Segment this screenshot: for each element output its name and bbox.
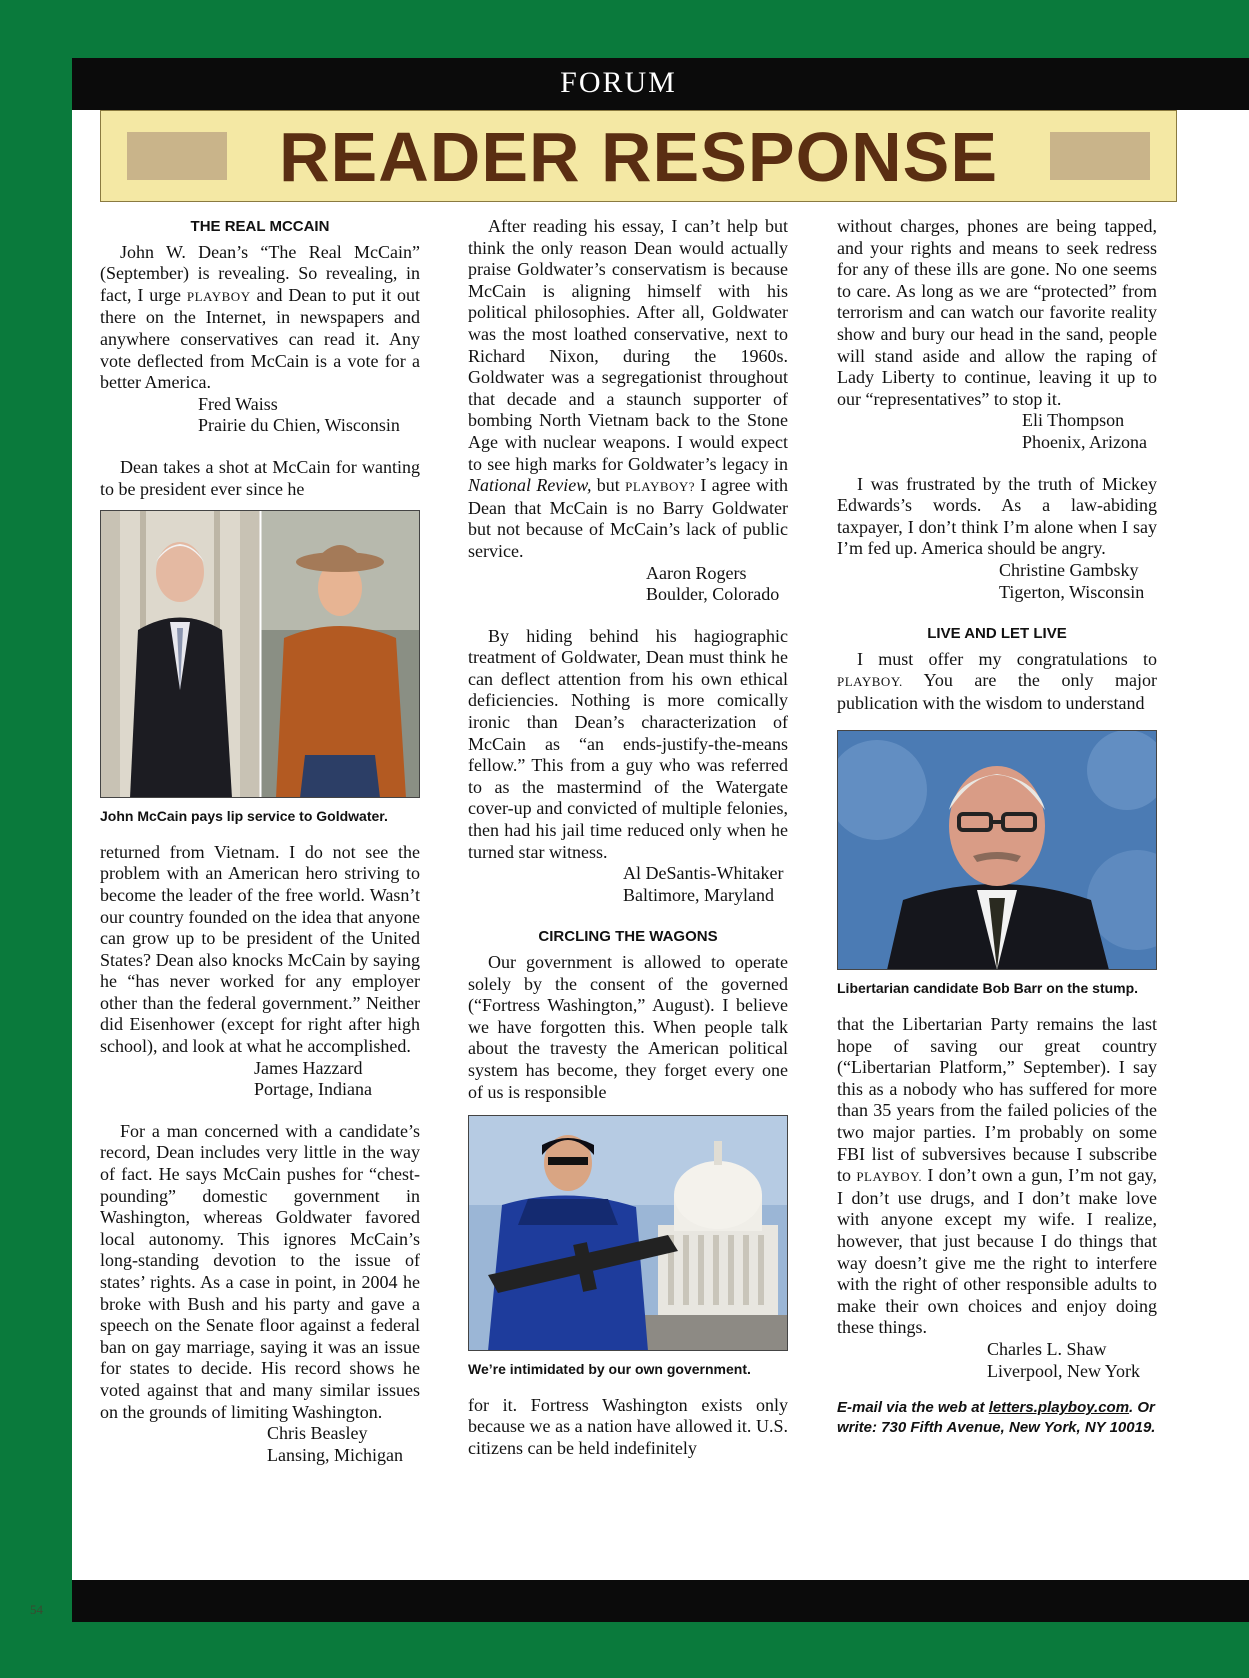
photo-caption: We’re intimidated by our own government. xyxy=(468,1361,751,1378)
signature xyxy=(100,394,420,437)
signature-name: Fred Waiss xyxy=(198,393,278,414)
letter-body: For a man concerned with a candidate’s record, Dean includes very little in the way of fact. He says McCain pushes for “chest-pounding” domestic government in Washington, whereas Goldwater favored local autonomy. This ignores McCain’s long-standing devotion to the issue of states’ rights. As a case in point, in 2004 he broke with Bush and his party and gave a speech on the Senate floor against a federal ban on gay marriage, saying it was an issue for states to decide. His record shows he voted against that and many similar issues on the grounds of limiting Washington. xyxy=(100,1120,420,1422)
letter-body: I was frustrated by the truth of Mickey Edwards’s words. As a law-abiding taxpayer, I don’t think I’m alone when I say I’m fed up. America should be angry. xyxy=(837,473,1157,559)
signature xyxy=(100,1058,420,1101)
column-3 xyxy=(837,216,1157,1438)
column-2 xyxy=(468,216,788,1460)
signature-place: Boulder, Colorado xyxy=(646,584,780,605)
letter-body: After reading his essay, I can’t help but think the only reason Dean would actually praise Goldwater’s conservatism is because McCain is aligning himself with his political philosophies. After all, Goldwater was the most loathed conservative, next to Richard Nixon, during the 1960s. Goldwater was a segregationist throughout that decade and a staunch supporter of bombing North Vietnam back to the Stone Age with nuclear weapons. I would expect to see high marks for Goldwater’s legacy in National Review, but PLAYBOY? I agree with Dean that McCain is no Barry Goldwater but not because of McCain’s lack of public service. xyxy=(468,216,788,561)
signature-place: Lansing, Michigan xyxy=(267,1444,403,1465)
signature-place: Portage, Indiana xyxy=(254,1079,372,1100)
page-title: READER RESPONSE xyxy=(278,118,999,196)
signature-name: Aaron Rogers xyxy=(646,562,747,583)
section-heading: CIRCLING THE WAGONS xyxy=(538,928,718,946)
letter-body: Our government is allowed to operate solely by the consent of the governed (“Fortress Washington,” August). I believe we have forgotten this. When people talk about the travesty the American political system has become, they forget every one of us is responsible xyxy=(468,952,788,1102)
letter-body: for it. Fortress Washington exists only because we as a nation have allowed it. U.S. citizens can be held indefinitely xyxy=(468,1394,788,1458)
letter-body: without charges, phones are being tapped, and your rights and means to seek redress for any of these ills are gone. No one seems to care. As long as we are “protected” from terrorism and can watch our favorite reality show and bury our head in the sand, people will stand aside and allow the raping of Lady Liberty to continue, leaving it up to our “representatives” to stop it. xyxy=(837,216,1157,409)
section-heading: LIVE AND LET LIVE xyxy=(927,625,1067,643)
signature-name: James Hazzard xyxy=(254,1057,363,1078)
bob-barr-photo xyxy=(837,730,1157,970)
header-bar xyxy=(72,58,1249,110)
signature xyxy=(837,560,1157,603)
letter-body: that the Libertarian Party remains the last hope of saving our great country (“Libertarian Platform,” September). I say this as a nobody who has suffered for more than 35 years from the failed policies of the two major parties. I’m probably on some FBI list of subversives because I subscribe to PLAYBOY. I don’t own a gun, I’m not gay, I don’t use drugs, and I don’t make love with anyone except my wife. I realize, however, that just because I do things that way doesn’t give me the right to interfere with the right of other responsible adults to make their own choices and enjoy doing these things. xyxy=(837,1014,1158,1338)
signature-place: Liverpool, New York xyxy=(987,1360,1140,1381)
signature-place: Tigerton, Wisconsin xyxy=(999,581,1145,602)
section-heading: THE REAL MCCAIN xyxy=(190,218,330,235)
signature xyxy=(468,563,788,606)
signature-name: Chris Beasley xyxy=(267,1423,368,1444)
signature xyxy=(837,410,1157,453)
mccain-goldwater-photo xyxy=(100,510,420,798)
footer-bar xyxy=(72,1580,1249,1622)
signature-name: Christine Gambsky xyxy=(999,559,1139,580)
letter-body: By hiding behind his hagiographic treatment of Goldwater, Dean must think he can deflect attention from his own ethical deficiencies. Nothing is more comically ironic than Dean’s characterization of McCain as “an ends-justify-the-means fellow.” This from a guy who was referred to as the mastermind of the Watergate cover-up and convicted of multiple felonies, then had his jail time reduced only when he turned star witness. xyxy=(468,625,788,862)
column-1 xyxy=(100,216,420,1486)
signature-place: Baltimore, Maryland xyxy=(623,884,774,905)
letter-body: Dean takes a shot at McCain for wanting to be president ever since he xyxy=(100,456,420,499)
brand-name: PLAYBOY. xyxy=(856,1169,923,1185)
letter-body: returned from Vietnam. I do not see the problem with an American hero striving to become the leader of the free world. Wasn’t our country founded on the idea that anyone can grow up to be president of the United States? Dean also knocks McCain by saying he “has never worked for any employer other than the federal government.” Neither did Eisenhower (except for right after high school), and look at what he accomplished. xyxy=(100,841,420,1057)
letter-body: I must offer my congratulations to PLAYBOY. You are the only major publication with the wisdom to understand xyxy=(837,648,1157,713)
signature xyxy=(468,863,788,906)
letter-body: John W. Dean’s “The Real McCain” (September) is revealing. So revealing, in fact, I urge PLAYBOY and Dean to put it out there on the Internet, in newspapers and anywhere conservatives can read it. Any vote deflected from McCain is a vote for a better America. xyxy=(100,241,421,393)
photo-caption: Libertarian candidate Bob Barr on the stump. xyxy=(837,980,1139,997)
page-number: 54 xyxy=(30,1602,43,1617)
brand-name: PLAYBOY. xyxy=(837,674,903,690)
signature-place: Phoenix, Arizona xyxy=(1022,431,1147,452)
contact-note: E-mail via the web at letters.playboy.com. Or write: 730 Fifth Avenue, New York, NY 10019. xyxy=(837,1399,1156,1437)
section-label: FORUM xyxy=(560,66,677,99)
signature-name: Eli Thompson xyxy=(1022,410,1125,431)
magazine-page xyxy=(72,58,1249,1586)
title-banner xyxy=(100,110,1177,202)
signature xyxy=(100,1423,420,1466)
letters-link[interactable]: letters.playboy.com xyxy=(988,1399,1130,1417)
brand-name: PLAYBOY? xyxy=(625,479,696,495)
signature xyxy=(837,1339,1157,1382)
photo-caption: John McCain pays lip service to Goldwater. xyxy=(100,808,388,825)
brand-name: PLAYBOY xyxy=(186,288,251,304)
signature-name: Charles L. Shaw xyxy=(987,1338,1107,1359)
capitol-guard-photo xyxy=(468,1115,788,1351)
publication-title: National Review, xyxy=(468,475,592,496)
signature-place: Prairie du Chien, Wisconsin xyxy=(198,415,400,436)
signature-name: Al DeSantis-Whitaker xyxy=(623,863,784,884)
